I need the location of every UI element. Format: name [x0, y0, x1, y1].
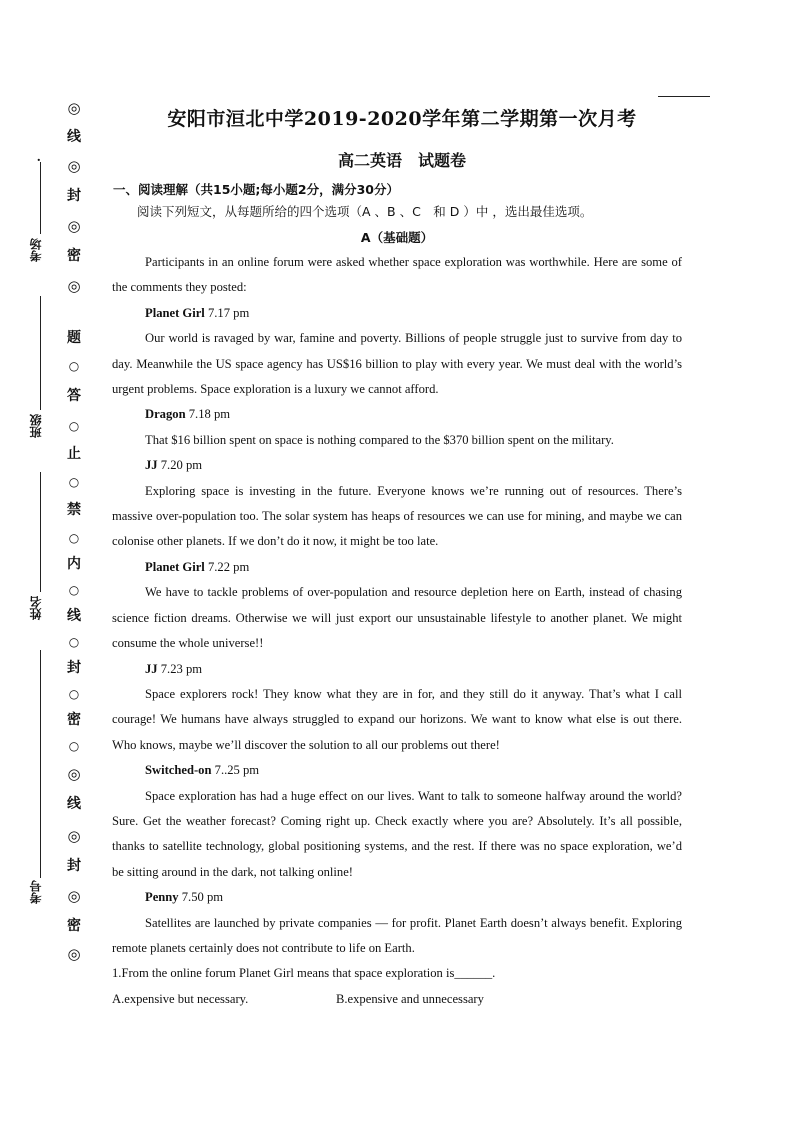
post-text: Satellites are launched by private companies — for profit. Planet Earth doesn’t always benefit. Exploring remote planets certainly does not contribute to life on Earth.	[112, 915, 682, 955]
binding-char: 禁	[67, 502, 81, 518]
binding-char: ○	[68, 687, 80, 701]
question-stem: 1.From the online forum Planet Girl means that space exploration is______.	[112, 966, 496, 981]
post-author: Penny	[145, 890, 179, 905]
post-author: JJ	[145, 458, 158, 473]
post-text: Space explorers rock! They know what they are in for, and they still do it anyway. That’s what I call courage! We humans have always struggled to expand our horizons. We want to know what else is out there. Who knows, maybe we’ll discover the solution to all our problems out there!	[112, 686, 682, 752]
binding-char: ○	[68, 359, 80, 373]
post-meta	[112, 402, 682, 427]
binding-char: ○	[68, 475, 80, 489]
binding-char: 线	[67, 129, 81, 145]
top-rule	[658, 96, 710, 97]
binding-char: ◎	[67, 945, 81, 963]
binding-char: ◎	[67, 157, 81, 175]
post-text: Exploring space is investing in the future. Everyone knows we’re running out of resources. There’s massive over-population too. The solar system has heaps of resources we can use for mining, and maybe we can colonise other planets. If we don’t do it now, it might be too late.	[112, 483, 682, 549]
binding-char: 密	[67, 918, 81, 934]
binding-char: ◎	[67, 277, 81, 295]
binding-char: ◎	[67, 827, 81, 845]
post-meta	[112, 453, 682, 478]
binding-char: ◎	[67, 887, 81, 905]
exam-no-line	[40, 650, 41, 878]
page-title: 安阳市洹北中学2019-2020学年第二学期第一次月考	[167, 108, 637, 130]
binding-char: ◎	[67, 99, 81, 117]
post-author: Planet Girl	[145, 305, 205, 320]
post-meta	[112, 758, 682, 783]
name-label: 姓名	[29, 596, 43, 620]
passage-label: A（基础题）	[360, 230, 434, 245]
binding-char: ◎	[67, 765, 81, 783]
post-meta	[112, 885, 682, 910]
post-author: JJ	[145, 661, 158, 676]
binding-char: 止	[67, 446, 81, 462]
post-text: We have to tackle problems of over-population and resource depletion here on Earth, instead of chasing science fiction dreams. Otherwise we will just export our unsustainable lifestyle to another planet. We might consume the whole universe!!	[112, 585, 682, 651]
binding-char: 线	[67, 796, 81, 812]
page-subtitle: 高二英语 试题卷	[337, 151, 466, 170]
exam-no-label: 考号	[29, 880, 43, 904]
exam-room-line	[40, 162, 41, 234]
binding-dot: .	[37, 150, 41, 165]
binding-char: 答	[67, 388, 81, 404]
option-a: A.expensive but necessary.	[112, 991, 249, 1006]
binding-char: ○	[68, 739, 80, 753]
binding-char: 题	[67, 330, 81, 346]
post-meta	[112, 555, 682, 580]
binding-char: 线	[67, 608, 81, 624]
binding-char: 密	[67, 712, 81, 728]
section-heading: 一、阅读理解（共15小题;每小题2分，满分30分）	[113, 182, 399, 197]
binding-char: ○	[68, 419, 80, 433]
post-time: 7..25 pm	[214, 763, 260, 778]
binding-char: ○	[68, 635, 80, 649]
binding-strip	[62, 100, 86, 980]
post-time: 7.17 pm	[207, 305, 250, 320]
binding-char: 封	[67, 660, 81, 676]
binding-char: 内	[67, 556, 81, 572]
post-meta	[112, 657, 682, 682]
binding-char: ○	[68, 531, 80, 545]
binding-char: ○	[68, 583, 80, 597]
exam-room-label: 考场	[29, 238, 43, 262]
name-line	[40, 472, 41, 592]
post-text: Space exploration has had a huge effect on our lives. Want to talk to someone halfway around the world? Sure. Get the weather forecast? Coming right up. Check exactly where you are? Absolutely. It’s all possible, thanks to satellite technology, global positioning systems, and the rest. If there was no space exploration, we’d be sitting around in the dark, not talking online!	[112, 788, 682, 879]
post-author: Dragon	[145, 407, 186, 422]
post-time: 7.23 pm	[160, 661, 203, 676]
section-instruction: 阅读下列短文，从每题所给的四个选项（A 、B 、C 和 D ）中 ，选出最佳选项。	[137, 204, 593, 219]
post-author: Planet Girl	[145, 559, 205, 574]
class-label: 班级	[29, 414, 43, 438]
post-text: Our world is ravaged by war, famine and poverty. Billions of people struggle just to survive from day to day. Meanwhile the US space agency has US$16 billion to play with every year. We must deal with the world’s urgent problems. Space exploration is a luxury we cannot afford.	[112, 331, 682, 397]
binding-char: 密	[67, 248, 81, 264]
passage	[112, 250, 682, 1012]
option-b: B.expensive and unnecessary	[336, 991, 484, 1006]
binding-char: 封	[67, 188, 81, 204]
class-line	[40, 296, 41, 410]
binding-char: ◎	[67, 217, 81, 235]
post-time: 7.20 pm	[160, 458, 203, 473]
post-author: Switched-on	[145, 763, 212, 778]
post-time: 7.22 pm	[207, 559, 250, 574]
question-options	[112, 987, 682, 1012]
post-time: 7.18 pm	[188, 407, 231, 422]
post-meta	[112, 301, 682, 326]
binding-char: 封	[67, 858, 81, 874]
post-time: 7.50 pm	[181, 890, 224, 905]
post-text: That $16 billion spent on space is nothing compared to the $370 billion spent on the military.	[145, 432, 614, 447]
passage-intro: Participants in an online forum were asked whether space exploration was worthwhile. Here are some of the comments they posted:	[112, 255, 682, 295]
